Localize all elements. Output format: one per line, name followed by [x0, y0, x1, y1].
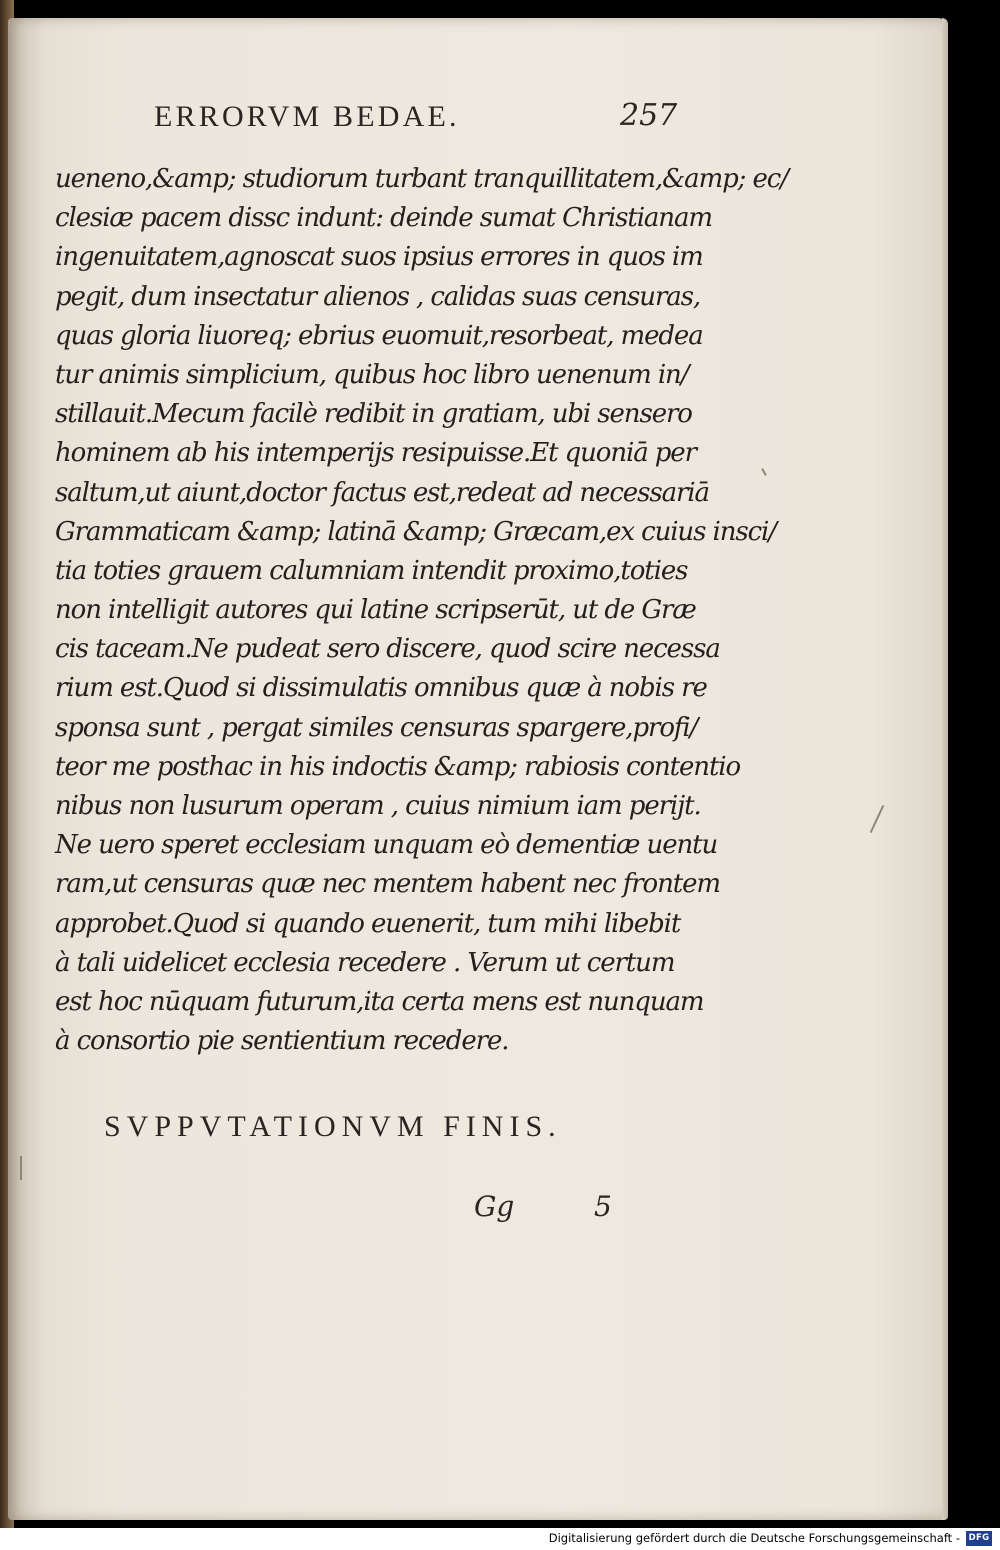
- text-line: stillauit.Mecum facilè redibit in gratiam, ubi sensero: [55, 399, 692, 430]
- text-line: à consortio pie sentientium recedere.: [55, 1026, 509, 1057]
- text-line: tia toties grauem calumniam intendit proximo,toties: [55, 555, 688, 586]
- text-line: rium est.Quod si dissimulatis omnibus quæ à nobis re: [55, 673, 707, 704]
- page-number: 257: [620, 98, 678, 133]
- stray-mark: [20, 1156, 22, 1180]
- text-line: approbet.Quod si quando euenerit, tum mihi libebit: [55, 908, 681, 939]
- signature-letters: Gg: [474, 1190, 515, 1223]
- text-line: teor me posthac in his indoctis &amp; rabiosis contentio: [55, 751, 741, 782]
- text-line: cis taceam.Ne pudeat sero discere, quod scire necessa: [55, 634, 720, 665]
- dfg-logo: DFG: [966, 1531, 992, 1546]
- body-text: [55, 160, 788, 1061]
- stray-mark: [870, 805, 884, 833]
- text-line: ueneno,&amp; studiorum turbant tranquillitatem,&amp; ec/: [55, 164, 788, 194]
- explicit-heading: SVPPVTATIONVM FINIS.: [104, 1110, 562, 1143]
- text-line: à tali uidelicet ecclesia recedere . Verum ut certum: [55, 947, 675, 978]
- text-line: Ne uero speret ecclesiam unquam eò dementiæ uentu: [55, 830, 718, 861]
- footer-credit: Digitalisierung gefördert durch die Deutsche Forschungsgemeinschaft -: [548, 1531, 960, 1545]
- stray-mark: [761, 468, 767, 476]
- page-edge: [942, 18, 948, 1520]
- footer-bar: [0, 1528, 1000, 1550]
- signature-mark: [474, 1190, 634, 1230]
- text-line: hominem ab his intemperijs resipuisse.Et quoniā per: [55, 438, 696, 469]
- signature-number: 5: [594, 1190, 612, 1223]
- text-line: tur animis simplicium, quibus hoc libro uenenum in/: [55, 359, 689, 390]
- text-line: quas gloria liuoreq; ebrius euomuit,resorbeat, medea: [55, 320, 703, 351]
- text-line: sponsa sunt , pergat similes censuras spargere,profi/: [55, 712, 698, 743]
- text-line: ingenuitatem,agnoscat suos ipsius errores in quos im: [55, 242, 703, 273]
- text-line: clesiæ pacem dissc indunt: deinde sumat Christianam: [55, 203, 712, 234]
- running-head: [154, 88, 694, 136]
- text-line: ram,ut censuras quæ nec mentem habent nec frontem: [55, 869, 720, 900]
- text-line: non intelligit autores qui latine scripserūt, ut de Græ: [55, 595, 696, 626]
- text-line: saltum,ut aiunt,doctor factus est,redeat ad necessariā: [55, 477, 709, 508]
- text-line: nibus non lusurum operam , cuius nimium iam perijt.: [55, 791, 701, 821]
- text-line: pegit, dum insectatur alienos , calidas suas censuras,: [55, 281, 701, 312]
- running-head-title: ERRORVM BEDAE.: [154, 100, 460, 133]
- text-line: Grammaticam &amp; latinā &amp; Græcam,ex cuius insci/: [55, 516, 776, 547]
- text-line: est hoc nūquam futurum,ita certa mens est nunquam: [55, 986, 704, 1017]
